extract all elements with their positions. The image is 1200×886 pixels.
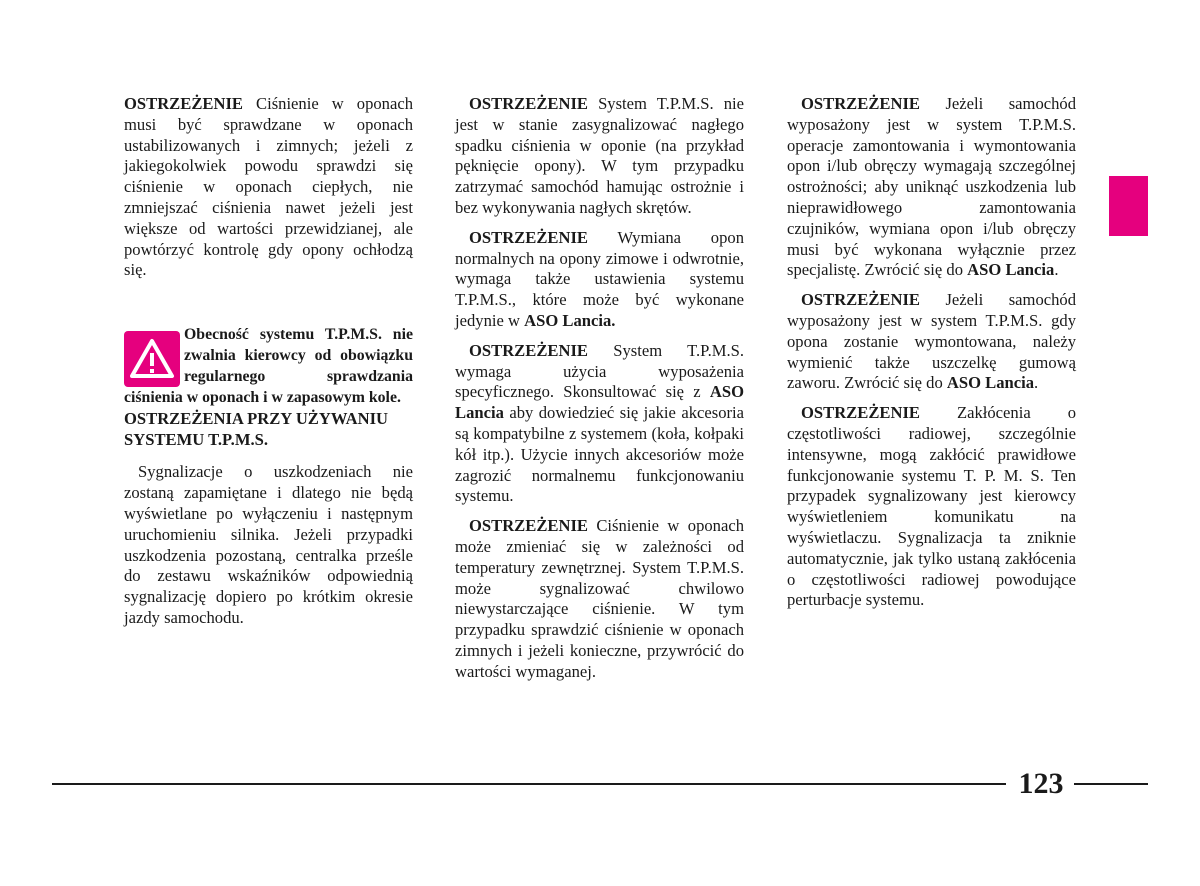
warning-paragraph [455,516,744,682]
dealer-name: ASO Lancia. [524,310,616,330]
warning-paragraph [455,341,744,507]
warning-paragraph [787,290,1076,394]
warning-label: OSTRZEŻENIE [469,227,588,247]
warning-paragraph [787,403,1076,611]
warning-text: Ciśnienie w oponach musi być sprawdzane w oponach ustabilizowanych i zimnych; jeżeli z jakiegokolwiek powodu sprawdzi się ciśnienie w oponach ciepłych, nie zmniejszać ciśnienia nawet jeżeli jest większe od wartości przewidzianej, ale powtórzyć kontrolę gdy opony ochłodzą się. [124,94,413,280]
footer-rule-right [1074,783,1148,785]
warning-label: OSTRZEŻENIE [801,403,920,423]
body-paragraph: Sygnalizacje o uszkodzeniach nie zostaną zapamiętane i dlatego nie będą wyświetlane po wyłączeniu i następnym uruchomieniu silnika. Jeżeli przypadki uszkodzenia pozostaną, centralka prześle do zestawu wskaźników odpowiednią sygnalizację dopiero po krótkim okresie jazdy samochodu. [124,462,413,627]
safety-notice [124,325,413,408]
safety-notice-body: Obecność systemu T.P.M.S. nie zwalnia kierowcy od obowiązku regularnego sprawdzania ciśnienia w oponach i w zapasowym kole. [124,326,413,406]
warning-text: Jeżeli samochód wyposażony jest w system T.P.M.S. gdy opona zostanie wymontowana, należy wymienić także uszczelkę gumową zaworu. Zwrócić się do [787,290,1076,393]
warning-label: OSTRZEŻENIE [801,94,920,113]
warning-text: Jeżeli samochód wyposażony jest w system T.P.M.S. operacje zamontowania i wymontowania opon i/lub obręczy wymagają szczególnej ostrożności; aby uniknąć uszkodzenia lub nieprawidłowego zamontowania czujników, wymiana opon i/lub obręczy musi być wykonana wyłącznie przez specjalistę. Zwrócić się do [787,94,1076,280]
warning-paragraph [455,228,744,332]
dealer-name: ASO Lancia [455,382,744,423]
period: . [1034,373,1039,393]
warning-paragraph [787,94,1076,281]
dealer-name: ASO Lancia [967,260,1055,280]
warning-label: OSTRZEŻENIE [124,94,243,113]
warning-paragraph [124,94,413,281]
warning-text: aby dowiedzieć się jakie akcesoria są kompatybilne z systemem (koła, kołpaki kół itp.). Użycie innych akcesoriów może zagrozić normalnemu funkcjonowaniu systemu. [455,403,744,506]
section-heading: OSTRZEŻENIA PRZY UŻYWANIU SYSTEMU T.P.M.S. [124,409,389,450]
warning-paragraph [455,94,744,219]
warning-label: OSTRZEŻENIE [469,340,588,360]
warning-text: System T.P.M.S. nie jest w stanie zasygnalizować nagłego spadku ciśnienia w oponie (na przykład pęknięcie opony). W tym przypadku zatrzymać samochód hamując ostrożnie i bez wykonywania nagłych skrętów. [455,94,744,217]
warning-text: Wymiana opon normalnych na opony zimowe i odwrotnie, wymaga także ustawienia systemu T.P.M.S., które może być wykonane jedynie w [455,227,744,330]
column-1 [124,94,413,638]
column-3 [787,94,1076,620]
warning-label: OSTRZEŻENIE [801,290,920,310]
section-tab-marker [1109,176,1148,236]
warning-label: OSTRZEŻENIE [469,94,588,113]
page-number: 123 [1018,767,1064,800]
footer-rule-left [52,783,1006,785]
dealer-name: ASO Lancia [946,373,1035,393]
warning-text: System T.P.M.S. wymaga użycia wyposażenia specyficznego. Skonsultować się z [455,340,744,402]
warning-triangle-icon [124,331,180,387]
warning-text: Ciśnienie w oponach może zmieniać się w zależności od temperatury zewnętrznej. System T.P.M.S. może sygnalizować chwilowo niewystarczające ciśnienie. W tym przypadku sprawdzić ciśnienie w oponach zimnych i jeżeli konieczne, przywrócić do wartości wymaganej. [455,516,744,681]
warning-text: Zakłócenia o częstotliwości radiowej, szczególnie intensywne, mogą zakłócić prawidłowe funkcjonowanie systemu T. P. M. S. Ten przypadek sygnalizowany jest kierowcy wyświetleniem komunikatu na wyświetlaczu. Sygnalizacja ta zniknie automatycznie, jak tylko ustaną zakłócenia o częstotliwości radiowej powodujące perturbacje systemu. [787,403,1076,610]
warning-label: OSTRZEŻENIE [469,516,588,536]
column-2 [455,94,744,692]
period: . [1054,260,1059,280]
